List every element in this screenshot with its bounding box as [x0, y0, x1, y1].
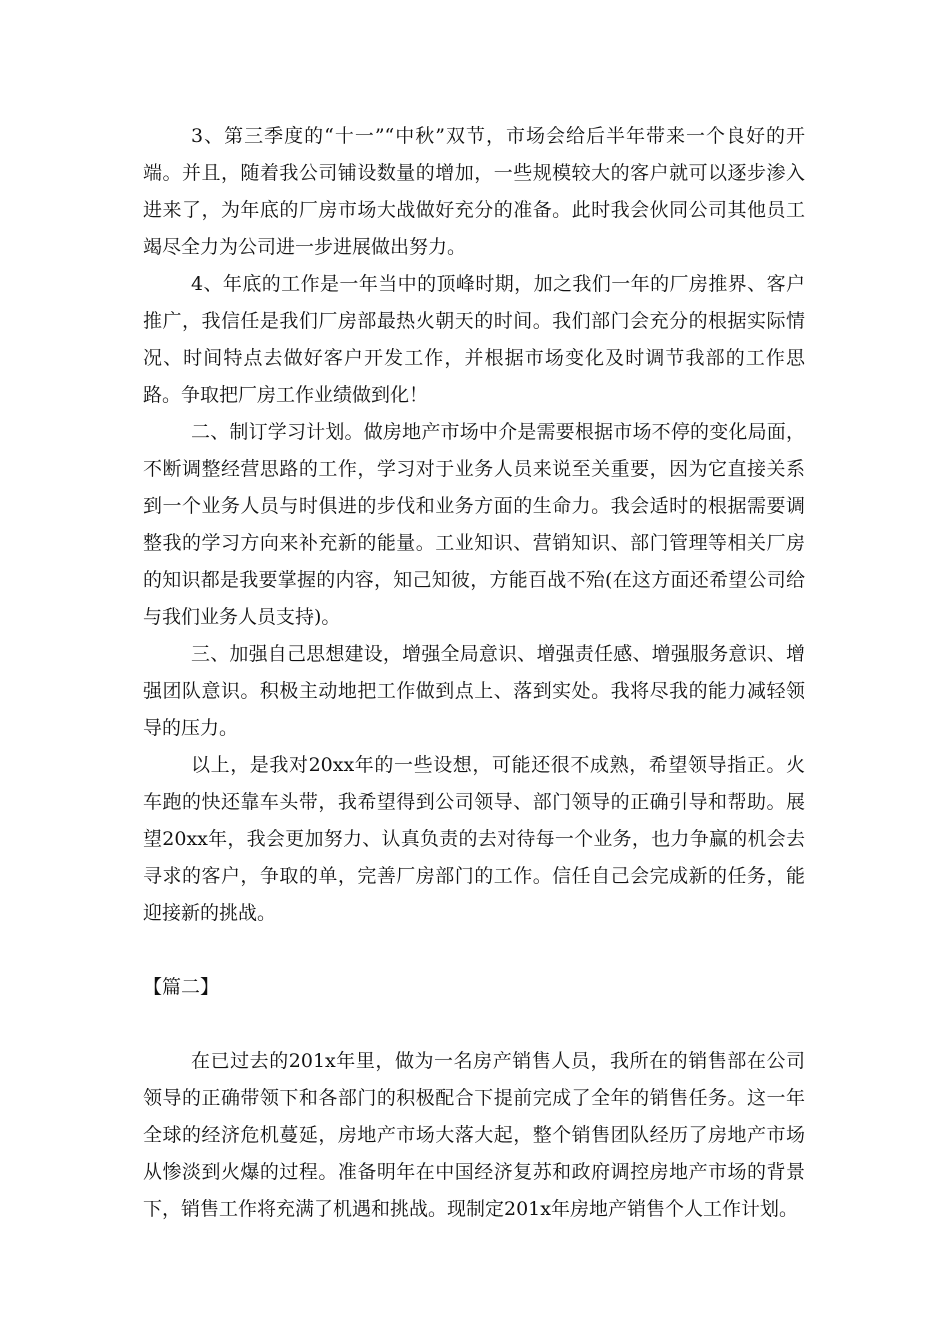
paragraph-sales-review: 在已过去的201x年里，做为一名房产销售人员，我所在的销售部在公司领导的正确带领下和各部门的积极配合下提前完成了全年的销售任务。这一年全球的经济危机蔓延，房地产市场大落大起，整个销售团队经历了房地产市场从惨淡到火爆的过程。准备明年在中国经济复苏和政府调控房地产市场的背景下，销售工作将充满了机遇和挑战。现制定201x年房地产销售个人工作计划。 [143, 1050, 805, 1220]
paragraph-q3-holidays: 3、第三季度的“十一”“中秋”双节，市场会给后半年带来一个良好的开端。并且，随着我公司铺设数量的增加，一些规模较大的客户就可以逐步渗入进来了，为年底的厂房市场大战做好充分的准备。此时我会伙同公司其他员工竭尽全力为公司进一步进展做出努力。 [143, 125, 805, 258]
paragraph-conclusion: 以上，是我对20xx年的一些设想，可能还很不成熟，希望领导指正。火车跑的快还靠车头带，我希望得到公司领导、部门领导的正确引导和帮助。展望20xx年，我会更加努力、认真负责的去对待每一个业务，也力争赢的机会去寻求的客户，争取的单，完善厂房部门的工作。信任自己会完成新的任务，能迎接新的挑战。 [143, 754, 805, 924]
paragraph-self-improvement: 三、加强自己思想建设，增强全局意识、增强责任感、增强服务意识、增强团队意识。积极主动地把工作做到点上、落到实处。我将尽我的能力减轻领导的压力。 [143, 643, 805, 739]
paragraph-study-plan: 二、制订学习计划。做房地产市场中介是需要根据市场不停的变化局面，不断调整经营思路的工作，学习对于业务人员来说至关重要，因为它直接关系到一个业务人员与时俱进的步伐和业务方面的生命力。我会适时的根据需要调整我的学习方向来补充新的能量。工业知识、营销知识、部门管理等相关厂房的知识都是我要掌握的内容，知己知彼，方能百战不殆(在这方面还希望公司给与我们业务人员支持)。 [143, 421, 805, 628]
section-title: 【篇二】 [143, 976, 220, 998]
document-body [143, 118, 805, 1228]
paragraph-year-end: 4、年底的工作是一年当中的顶峰时期，加之我们一年的厂房推界、客户推广，我信任是我们厂房部最热火朝天的时间。我们部门会充分的根据实际情况、时间特点去做好客户开发工作，并根据市场变化及时调节我部的工作思路。争取把厂房工作业绩做到化！ [143, 273, 805, 406]
